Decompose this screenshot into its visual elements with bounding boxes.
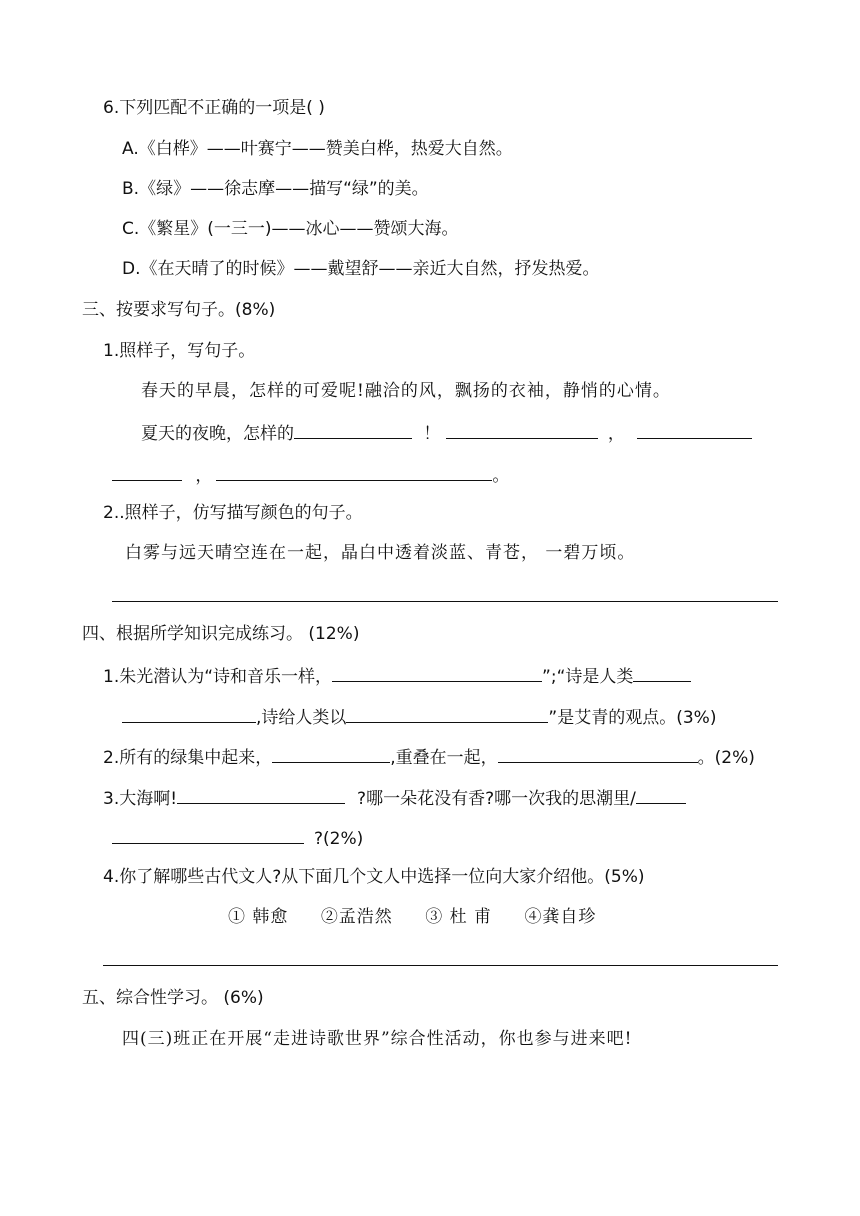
sec3-prompt-line bbox=[141, 420, 752, 446]
answer-blank[interactable] bbox=[332, 663, 542, 682]
sec3-example-2: 白雾与远天晴空连在一起，晶白中透着淡蓝、青苍， 一碧万顷。 bbox=[125, 543, 636, 563]
q2-text-end: 。(2%) bbox=[697, 748, 755, 768]
q6-option-a: A.《白桦》——叶赛宁——赞美白桦，热爱大自然。 bbox=[122, 139, 513, 159]
answer-blank[interactable] bbox=[122, 704, 256, 723]
q3-text-end: ?(2%) bbox=[314, 829, 364, 849]
answer-blank[interactable] bbox=[294, 420, 412, 439]
answer-blank[interactable] bbox=[346, 704, 548, 723]
sec4-q1-line1 bbox=[103, 663, 691, 689]
q1-text-end: ”是艾青的观点。(3%) bbox=[548, 708, 717, 728]
q6-option-b: B.《绿》——徐志摩——描写“绿”的美。 bbox=[122, 179, 429, 199]
q6-option-c: C.《繁星》(一三一)——冰心——赞颂大海。 bbox=[122, 219, 459, 239]
answer-blank[interactable] bbox=[112, 462, 182, 481]
q3-text-start: 3.大海啊! bbox=[103, 789, 178, 809]
answer-line[interactable] bbox=[103, 965, 778, 966]
sec3-q1: 1.照样子，写句子。 bbox=[103, 341, 256, 361]
answer-blank[interactable] bbox=[272, 744, 390, 763]
poet-option-2: ②孟浩然 bbox=[320, 907, 393, 927]
section-5-title: 五、综合性学习。 (6%) bbox=[82, 988, 264, 1008]
sec3-example-1: 春天的早晨，怎样的可爱呢!融洽的风，飘扬的衣袖，静悄的心情。 bbox=[141, 381, 671, 401]
poet-list bbox=[228, 905, 596, 929]
q1-text-line2-mid: ,诗给人类以 bbox=[256, 708, 347, 728]
section-4-title: 四、根据所学知识完成练习。 (12%) bbox=[82, 624, 360, 644]
comma: ， bbox=[195, 466, 213, 486]
sec4-q1-line2 bbox=[122, 704, 716, 730]
period: 。 bbox=[492, 466, 510, 486]
sec4-q4: 4.你了解哪些古代文人?从下面几个文人中选择一位向大家介绍他。(5%) bbox=[103, 867, 645, 887]
comma: ， bbox=[607, 424, 625, 444]
sec3-continue-line bbox=[112, 462, 509, 488]
sec4-q3-line2 bbox=[112, 825, 363, 851]
q2-text-mid: ,重叠在一起， bbox=[390, 748, 498, 768]
answer-line[interactable] bbox=[112, 601, 778, 602]
section-3-title: 三、按要求写句子。(8%) bbox=[82, 300, 276, 320]
exclamation-mark: ！ bbox=[423, 424, 441, 444]
q6-stem: 6.下列匹配不正确的一项是( ) bbox=[103, 98, 325, 118]
q6-option-d: D.《在天晴了的时候》——戴望舒——亲近大自然，抒发热爱。 bbox=[122, 259, 600, 279]
q3-text-mid: ?哪一朵花没有香?哪一次我的思潮里/ bbox=[357, 789, 636, 809]
poet-option-1: ① 韩愈 bbox=[228, 907, 289, 927]
sec5-intro: 四(三)班正在开展“走进诗歌世界”综合性活动，你也参与进来吧! bbox=[122, 1029, 633, 1049]
answer-blank[interactable] bbox=[112, 825, 304, 844]
poet-option-4: ④龚自珍 bbox=[524, 907, 597, 927]
sec3-prompt-text: 夏天的夜晚，怎样的 bbox=[141, 424, 294, 444]
answer-blank[interactable] bbox=[216, 462, 492, 481]
q2-text-start: 2.所有的绿集中起来， bbox=[103, 748, 273, 768]
sec3-q2: 2..照样子，仿写描写颜色的句子。 bbox=[103, 503, 363, 523]
answer-blank[interactable] bbox=[636, 785, 686, 804]
answer-blank[interactable] bbox=[498, 744, 698, 763]
poet-option-3: ③ 杜 甫 bbox=[425, 907, 493, 927]
answer-blank[interactable] bbox=[177, 785, 345, 804]
sec4-q3-line1 bbox=[103, 785, 686, 811]
q1-text-start: 1.朱光潜认为“诗和音乐一样， bbox=[103, 667, 333, 687]
answer-blank[interactable] bbox=[633, 663, 691, 682]
q1-text-mid: ”;“诗是人类 bbox=[542, 667, 634, 687]
answer-blank[interactable] bbox=[446, 420, 598, 439]
sec4-q2-line bbox=[103, 744, 755, 770]
answer-blank[interactable] bbox=[637, 420, 752, 439]
